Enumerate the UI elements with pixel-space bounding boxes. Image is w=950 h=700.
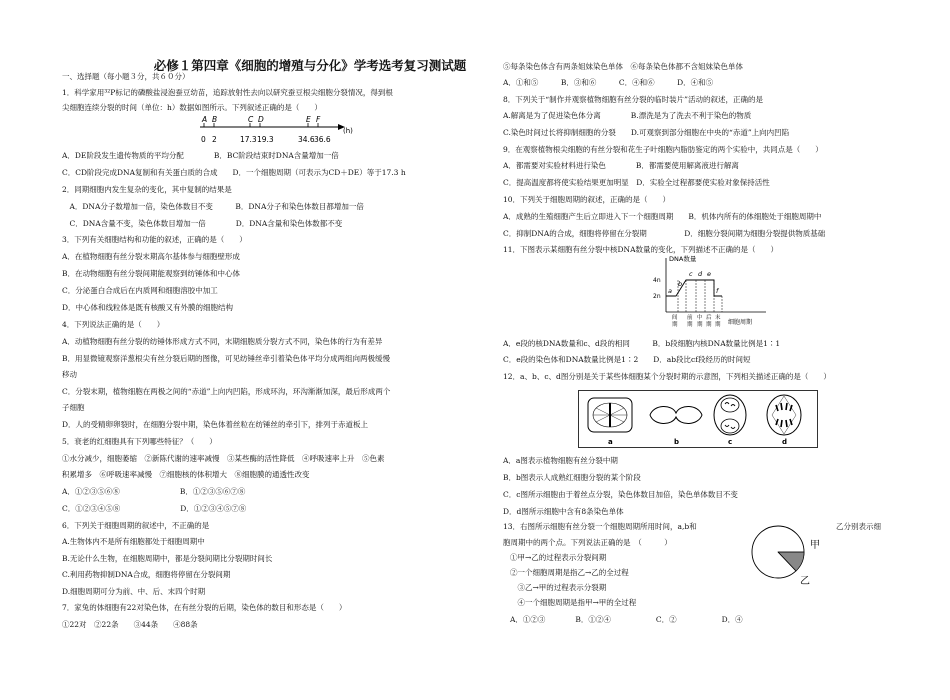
text-line: C．分裂末期，植物细胞在两极之间的“赤道”上向内凹陷，形成环沟，环沟渐渐加深，最后形成两个 [62,387,391,396]
segment-label: c [689,270,693,278]
text-line: 4．下列说法正确的是（ ） [62,320,165,329]
text-line: A．a图表示植物细胞有丝分裂中期 [503,456,618,465]
text-line: 移动 [62,370,77,379]
text-line: ⑤每条染色体含有两条姐妹染色单体 ⑥每条染色体都不含姐妹染色单体 [503,62,743,71]
y-axis-label: DNA数量 [669,255,697,263]
q13-opt: ③乙→甲的过程表示分裂期 [510,583,607,592]
q13-line1: 13．右图所示细胞有丝分裂一个细胞周期所用时间，a,b和 [503,522,697,531]
x-tick-label: 末 [715,315,721,321]
x-tick-label: 期 [706,322,712,328]
timeline-point-label: D [258,115,264,124]
q13-line2: 胞周期中的两个点。下列说法正确的是 （ ） [503,538,672,547]
text-line: 2．同期细胞内发生复杂的变化，其中复制的结果是 [62,185,232,194]
text-line: 5．衰老的红细胞具有下列哪些特征？（ ） [62,437,217,446]
text-line: C．c图所示细胞由于着丝点分裂，染色体数目加倍，染色单体数目不变 [503,490,738,499]
segment-label: f [716,287,719,295]
cell-c [714,395,746,435]
q13-opt: ①甲→乙的过程表示分裂间期 [510,553,607,562]
x-tick-label: 前 [687,315,693,321]
text-line: D．d图所示细胞中含有8条染色单体 [503,507,624,516]
q13-answers: A．①②③ B．①②④ C．② D．④ [510,615,743,624]
text-line: A．①和⑤ B．③和⑥ C．④和⑥ D．④和⑤ [503,78,714,87]
text-line: A．动植物细胞有丝分裂的纺锤体形成方式不同，末期细胞质分裂方式不同，染色体的行为有差异 [62,337,383,346]
segment-label: a [668,287,672,295]
text-line: 1．科学家用³²P标记的磷酸盐浸泡蚕豆幼苗，追踪放射性去向以研究蚕豆根尖细胞分裂情况，得到根 [62,88,393,97]
x-tick-label: 期 [687,322,693,328]
text-line: 子细胞 [62,403,85,412]
text-line: A.生物体内不是所有细胞都处于细胞周期中 [62,537,205,546]
x-tick-label: 间 [672,315,678,321]
cell-b [650,406,702,423]
timeline-value: 17.3 [240,135,257,144]
segment-label: b [678,280,683,288]
text-line: 11．下图表示某细胞有丝分裂中核DNA数量的变化，下列描述不正确的是（ ） [503,245,779,254]
cell-a [588,398,632,432]
timeline-point-label: F [316,115,321,124]
timeline-value: 34.6 [298,135,315,144]
timeline-figure [190,113,360,149]
label-yi: 乙 [800,576,810,587]
text-line: ①22对 ②22条 ③44条 ④88条 [62,620,198,629]
text-line: 12．a、b、c、d图分别是关于某些体细胞某个分裂时期的示意图，下列相关描述正确的是（ ） [503,372,831,381]
section-heading: 一、选择题（每小题３分，共６０分） [62,72,190,81]
x-tick-label: 期 [715,322,721,328]
segment-label: d [698,270,703,278]
text-line: 积累增多 ⑥呼吸速率减慢 ⑦细胞核的体积增大 ⑧细胞膜的通透性改变 [62,470,310,479]
cell-label: c [728,438,733,446]
x-axis-title: 细胞周期 [728,319,753,326]
y-tick-4n: 4n [653,277,661,284]
y-tick-2n: 2n [653,293,661,300]
dna-curve [666,280,722,296]
cell-diagrams [578,390,818,448]
text-line: A.解离是为了促进染色体分离 B.漂洗是为了洗去不利于染色的物质 [503,111,752,120]
text-line: ①水分减少，细胞萎缩 ②新陈代谢的速率减慢 ③某些酶的活性降低 ④呼吸速率上升 ⑤色素 [62,454,385,463]
text-line: 7．家兔的体细胞有22对染色体，在有丝分裂的后期，染色体的数目和形态是（ ） [62,603,347,612]
text-line: B.无论什么生物，在细胞周期中，都是分裂间期比分裂期时间长 [62,554,273,563]
timeline-value: 19.3 [257,135,274,144]
text-line: B．b图表示人成熟红细胞分裂的某个阶段 [503,473,641,482]
text-line: C．分泌蛋白合成后在内质网和细胞溶胶中加工 [62,286,218,295]
text-line: D．人的受精卵卵裂时，在细胞分裂中期，染色体着丝粒在纺锤丝的牵引下，排列于赤道板上 [62,420,369,429]
text-line: C．①②③④⑤⑧ D．①②③④⑤⑦⑧ [62,504,247,513]
text-line: A．成熟的生殖细胞产生后立即进入下一个细胞周期 B．机体内所有的体细胞处于细胞周期中 [503,212,822,221]
x-tick-label: 中 [697,315,703,321]
timeline-unit: (h) [343,127,353,135]
text-line: D.细胞周期可分为前、中、后、末四个时期 [62,587,206,596]
q13-opt: ④一个细胞周期是指甲→甲的全过程 [510,598,637,607]
text-line: A．①②③⑤⑥⑧ B．①②③⑤⑥⑦⑧ [62,487,246,496]
x-tick-label: 期 [672,322,678,328]
dna-chart [648,250,778,330]
page-title: 必修１第四章《细胞的增殖与分化》学考选考复习测试题 [153,58,467,73]
text-line: B．在动物细胞有丝分裂间期能观察到纺锤体和中心体 [62,269,241,278]
text-line: C.利用药物抑制DNA合成，细胞将停留在分裂间期 [62,570,231,579]
label-jia: 甲 [810,540,820,551]
cell-label: d [782,438,788,446]
timeline-value: 2 [212,135,217,144]
text-line: D．中心体和线粒体是既有核酸又有外膜的细胞结构 [62,303,234,312]
timeline-point-label: A [202,115,208,124]
text-line: C．e段的染色体和DNA数量比例是1∶2 D．ab段比cf段经历的时间短 [503,355,751,364]
text-line: A．在植物细胞有丝分裂末期高尔基体参与细胞壁形成 [62,252,240,261]
text-line: B．用显微镜观察洋葱根尖有丝分裂后期的图像，可见纺锤丝牵引着染色体平均分成两组向两极缓慢 [62,354,391,363]
q13-line1b: 乙分别表示细 [836,522,881,531]
text-line: A．e段的核DNA数量和c、d段的相同 B．b段细胞内核DNA数量比例是1∶1 [503,339,781,348]
text-line: A．DNA分子数增加一倍，染色体数目不变 B．DNA分子和染色体数目都增加一倍 [62,202,364,211]
text-line: C．DNA含量不变，染色体数目增加一倍 D．DNA含量和染色体数都不变 [62,219,343,228]
timeline-value: 36.6 [314,135,331,144]
cell-cycle-pie [748,520,828,590]
segment-label: e [707,270,711,278]
x-tick-label: 期 [697,322,703,328]
q13-opt: ②一个细胞周期是指乙→乙的全过程 [510,568,629,577]
text-line: A．DE阶段发生遗传物质的平均分配 B．BC阶段结束时DNA含量增加一倍 [62,151,339,160]
timeline-point-label: E [306,115,311,124]
timeline-point-label: C [248,115,254,124]
x-tick-label: 后 [706,315,712,321]
text-line: C.染色时间过长将抑制细胞的分裂 D.可观察到部分细胞在中央的“赤道”上向内凹陷 [503,128,790,137]
cell-label: b [674,438,680,446]
cell-label: a [608,438,613,446]
text-line: C．抑制DNA的合成，细胞将停留在分裂期 D．细胞分裂间期为细胞分裂提供物质基础 [503,229,826,238]
timeline-point-label: B [212,115,218,124]
text-line: 8．下列关于“制作并观察植物细胞有丝分裂的临时装片”活动的叙述，正确的是 [503,95,763,104]
timeline-value: 0 [201,135,206,144]
text-line: 3．下列有关细胞结构和功能的叙述，正确的是（ ） [62,235,247,244]
cell-d [767,395,801,435]
text-line: 10．下列关于细胞周期的叙述，正确的是（ ） [503,195,671,204]
text-line: 9．在观察植物根尖细胞的有丝分裂和花生子叶细胞内脂肪鉴定的两个实验中，共同点是（ ） [503,145,823,154]
text-line: 尖细胞连续分裂的时间（单位：h）数据如图所示。下列叙述正确的是（ ） [62,103,322,112]
text-line: C．CD阶段完成DNA复制和有关蛋白质的合成 D．一个细胞周期（可表示为CD＋DE）等于17.3 h [62,168,406,177]
text-line: A．都需要对实验材料进行染色 B．都需要使用解离液进行解离 [503,161,739,170]
text-line: C．提高温度都将使实验结果更加明显 D．实验全过程都要使实验对象保持活性 [503,178,770,187]
text-line: 6．下列关于细胞周期的叙述中，不正确的是 [62,521,210,530]
